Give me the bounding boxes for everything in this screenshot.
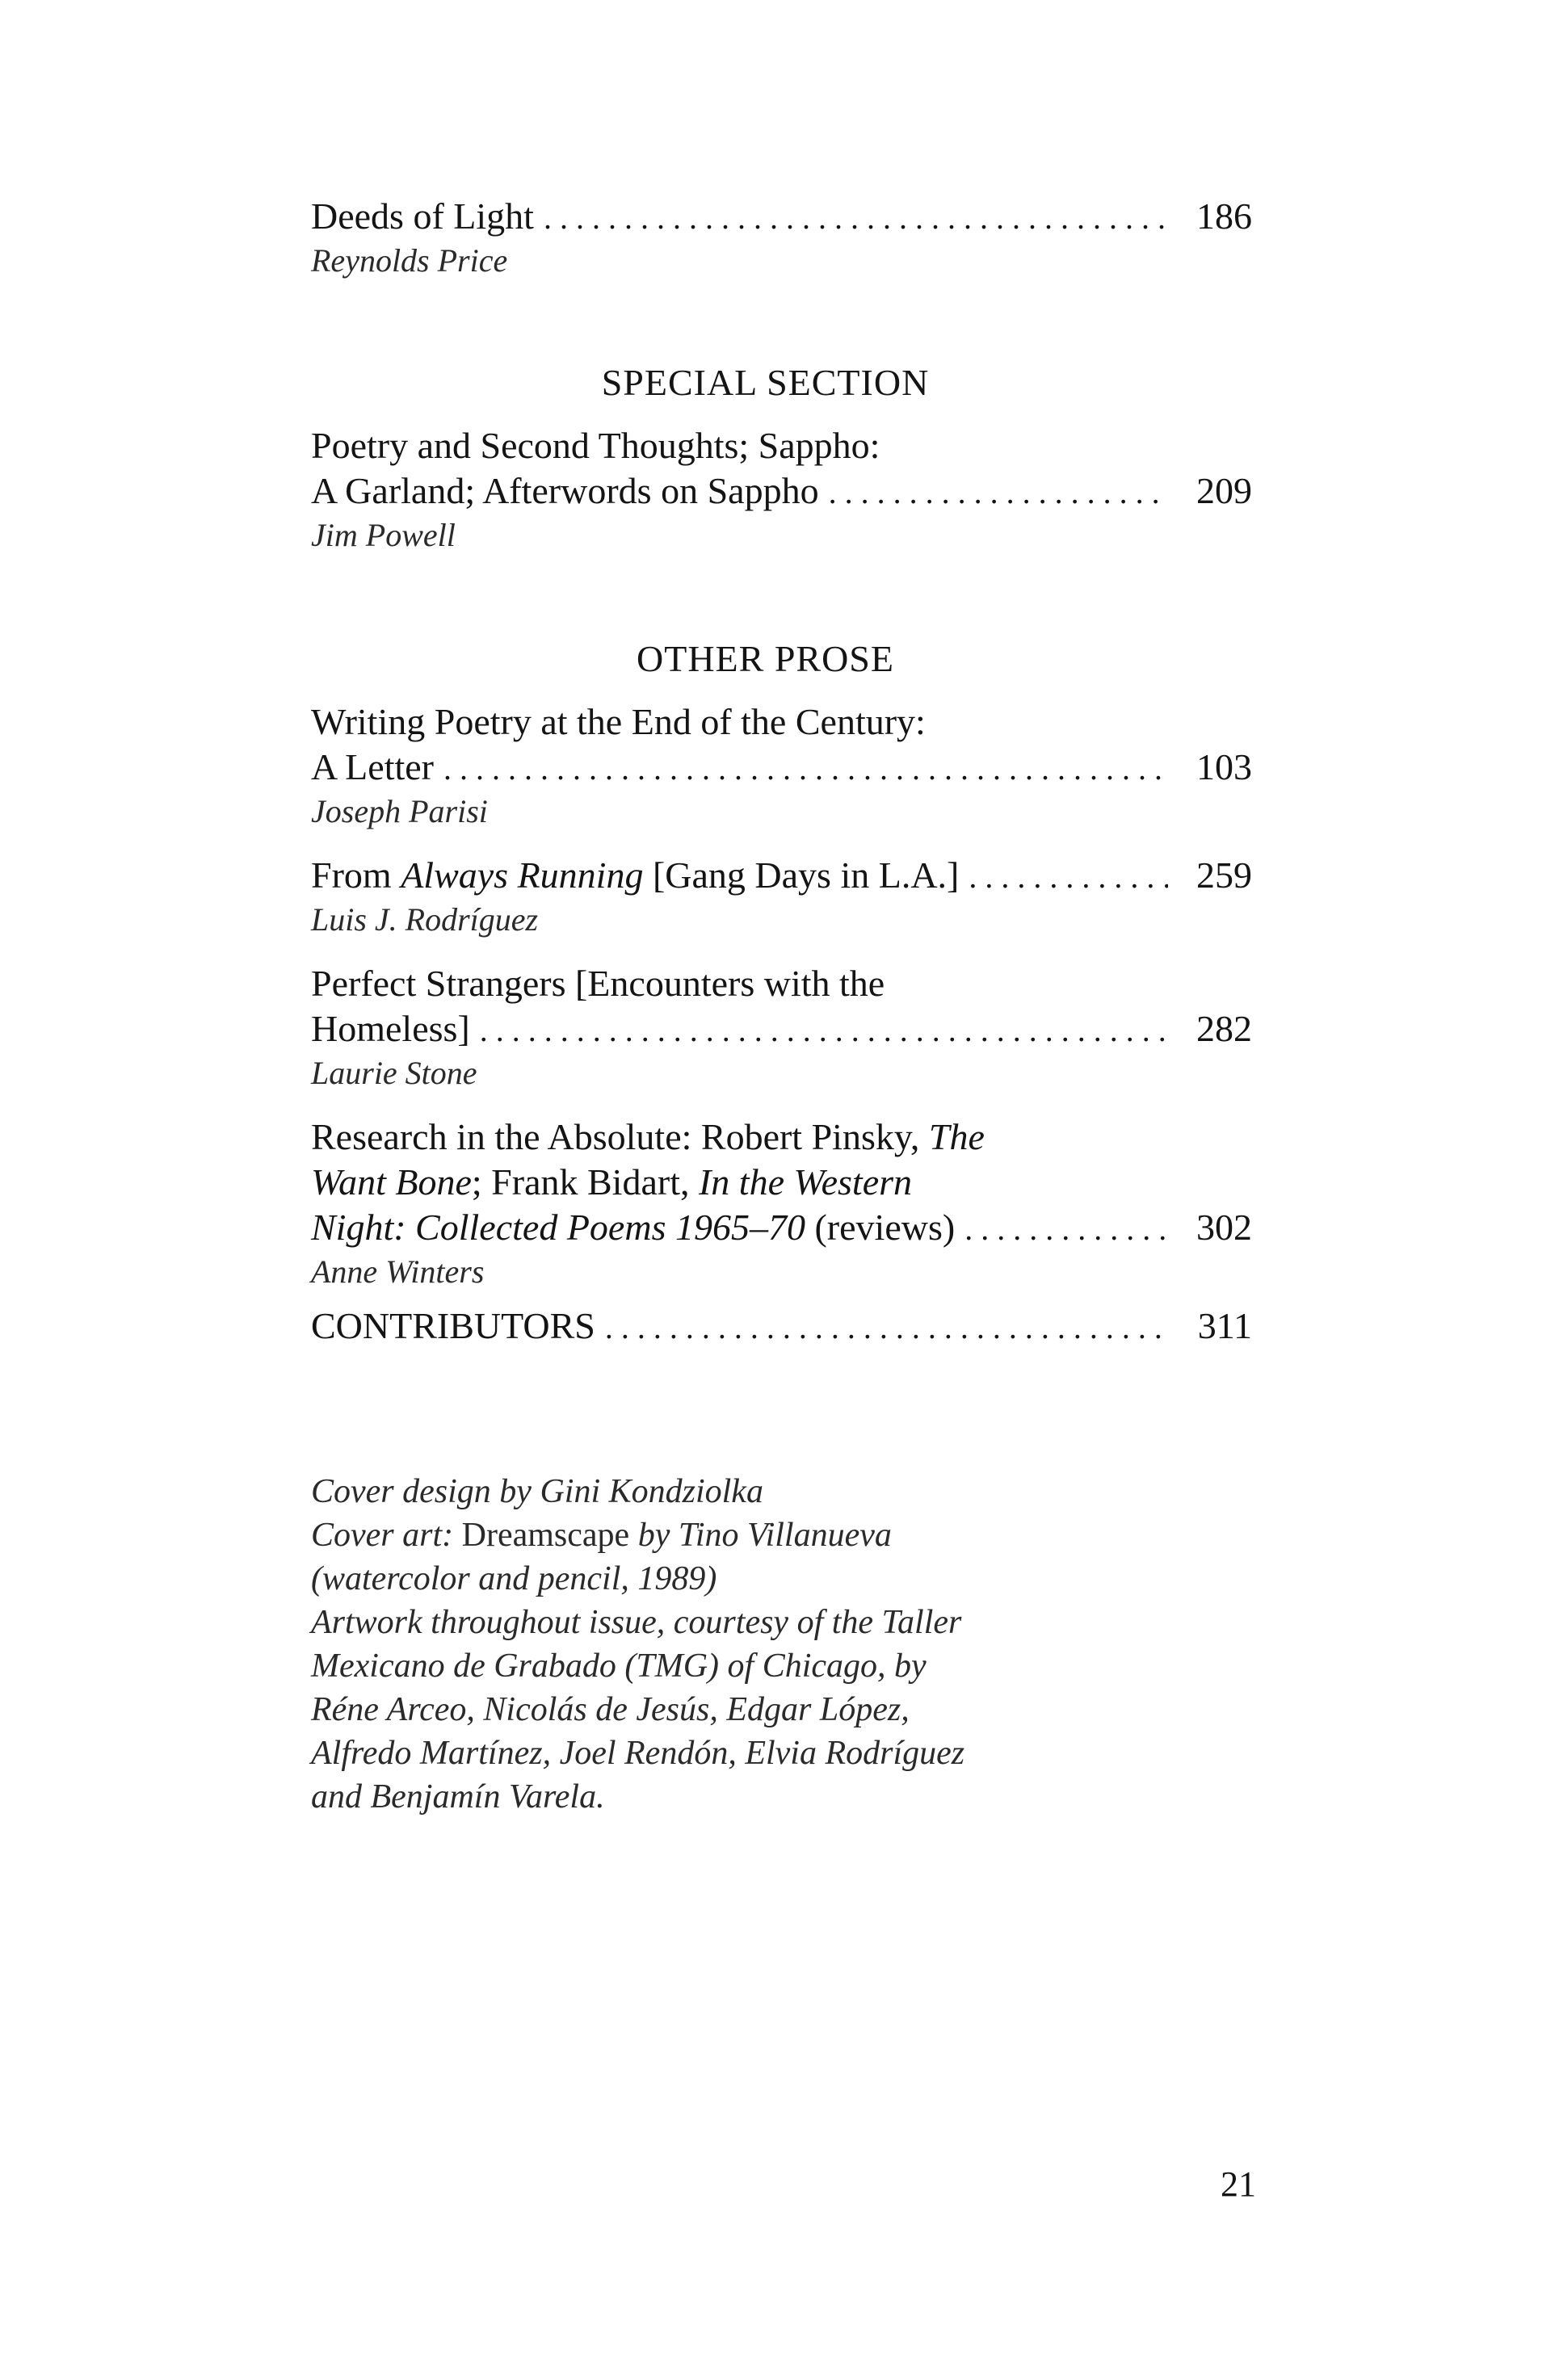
title-text: ; Frank Bidart, (471, 1161, 699, 1203)
toc-entry-research-absolute (311, 1114, 1252, 1292)
credit-line: Mexicano de Grabado (TMG) of Chicago, by (311, 1648, 927, 1685)
artwork-title: Dreamscape (461, 1517, 630, 1554)
entry-author: Jim Powell (311, 517, 456, 553)
entry-title-line-2: A Garland; Afterwords on Sappho (311, 470, 819, 511)
cover-credits (311, 1470, 1200, 1819)
credit-label: Cover art: (311, 1517, 462, 1554)
dot-leader (969, 854, 1168, 900)
entry-title-line-1 (311, 1114, 1252, 1160)
toc-entry-sappho (311, 423, 1252, 556)
entry-title-line-1: Perfect Strangers [Encounters with the (311, 963, 885, 1004)
entry-page-number: 103 (1196, 746, 1252, 787)
book-title: Want Bone (311, 1161, 472, 1203)
entry-author: Reynolds Price (311, 242, 508, 279)
entry-title: Deeds of Light (311, 195, 534, 237)
book-title: Always Running (401, 854, 644, 896)
dot-leader (829, 470, 1168, 515)
book-title: In the Western (698, 1161, 913, 1203)
page-number: 21 (1221, 2164, 1256, 2204)
credit-artist: by Tino Villanueva (629, 1517, 892, 1554)
toc-entry-contributors (311, 1303, 1252, 1350)
entry-title: CONTRIBUTORS (311, 1305, 595, 1346)
credit-line: Cover design by Gini Kondziolka (311, 1473, 763, 1510)
entry-title (311, 853, 959, 898)
entry-page-number: 259 (1196, 854, 1252, 896)
toc-entry-perfect-strangers (311, 961, 1252, 1093)
section-heading-other-prose: OTHER PROSE (637, 638, 894, 679)
toc-entry-always-running (311, 853, 1252, 940)
entry-page-number: 302 (1196, 1207, 1252, 1248)
title-prefix: From (311, 854, 401, 896)
title-text: (reviews) (805, 1207, 956, 1248)
entry-title-line-1: Writing Poetry at the End of the Century: (311, 701, 926, 742)
entry-page-number: 209 (1196, 470, 1252, 511)
dot-leader (964, 1207, 1168, 1252)
title-suffix: [Gang Days in L.A.] (643, 854, 960, 896)
dot-leader (605, 1305, 1168, 1350)
entry-page-number: 311 (1197, 1305, 1252, 1346)
credit-line: Artwork throughout issue, courtesy of the Taller (311, 1604, 962, 1641)
entry-author: Joseph Parisi (311, 793, 488, 829)
entry-author: Anne Winters (311, 1253, 485, 1290)
book-title: The (928, 1116, 985, 1157)
entry-title-line-3 (311, 1205, 955, 1250)
dot-leader (443, 746, 1168, 791)
toc-entry-writing-poetry (311, 699, 1252, 832)
entry-title-line-1: Poetry and Second Thoughts; Sappho: (311, 425, 880, 466)
dot-leader (480, 1008, 1168, 1053)
entry-author: Laurie Stone (311, 1055, 477, 1091)
entry-title-line-2: A Letter (311, 746, 434, 787)
credit-line (311, 1513, 1200, 1557)
credit-line: Alfredo Martínez, Joel Rendón, Elvia Rodríguez (311, 1735, 965, 1772)
dot-leader (544, 195, 1168, 241)
section-heading-special: SPECIAL SECTION (601, 362, 930, 403)
table-of-contents (311, 194, 1252, 1350)
entry-author: Luis J. Rodríguez (311, 901, 539, 938)
entry-page-number: 186 (1196, 195, 1252, 237)
entry-page-number: 282 (1196, 1008, 1252, 1049)
entry-title-line-2: Homeless] (311, 1008, 470, 1049)
title-text: Research in the Absolute: Robert Pinsky, (311, 1116, 929, 1157)
credit-line: (watercolor and pencil, 1989) (311, 1560, 717, 1597)
book-title: Night: Collected Poems 1965–70 (311, 1207, 805, 1248)
credit-line: Réne Arceo, Nicolás de Jesús, Edgar López, (311, 1691, 910, 1728)
toc-entry-deeds-of-light (311, 194, 1252, 281)
credit-line: and Benjamín Varela. (311, 1778, 605, 1815)
entry-title-line-2 (311, 1160, 1252, 1205)
